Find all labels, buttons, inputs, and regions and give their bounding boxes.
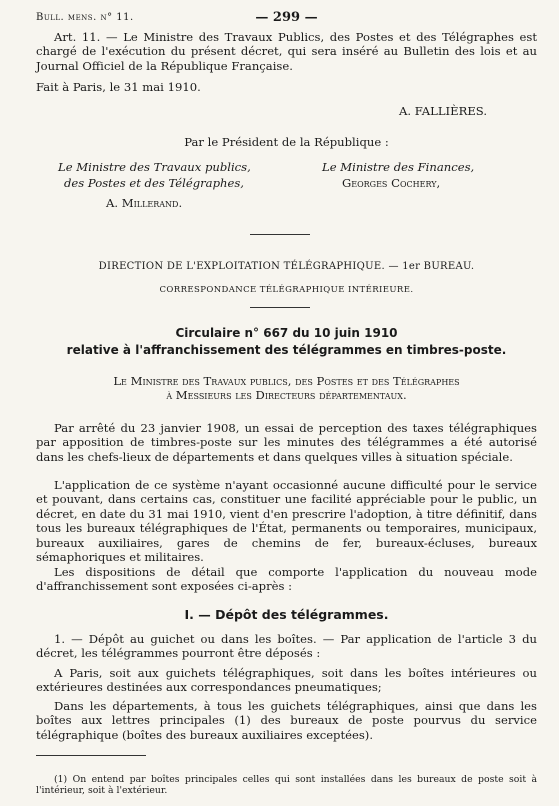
section-title: I. — Dépôt des télégrammes. bbox=[184, 607, 389, 622]
right-signature-block bbox=[322, 159, 542, 191]
circulaire-subtitle: relative à l'affranchissement des télégrammes en timbres-poste. bbox=[66, 343, 507, 357]
paragraph-3: Les dispositions de détail que comporte l'application du nouveau mode d'affranchissement sont exposées ci-après : bbox=[36, 565, 537, 594]
footnote: (1) On entend par boîtes principales celles qui sont installées dans les bureaux de poste soit à l'intérieur, soit à l'extérieur. bbox=[36, 774, 537, 797]
paragraph-2: L'application de ce système n'ayant occasionné aucune difficulté pour le service et pouvant, dans certains cas, constituer une facilité appréciable pour le public, un décret, en date du 31 mai 1910, vient d'en prescrire l'adoption, à titre définitif, dans tous les bureaux télégraphiques de l'État, permanents ou temporaires, municipaux, bureaux auxiliaires, gares de chemins de fer, bureaux-écluses, bureaux sémaphoriques et militaires. bbox=[36, 478, 537, 565]
correspondance-heading: CORRESPONDANCE TÉLÉGRAPHIQUE INTÉRIEURE. bbox=[159, 285, 414, 295]
paragraph-6: Dans les départements, à tous les guichets télégraphiques, ainsi que dans les boîtes aux lettres principales (1) des bureaux de poste pourvus du service télégraphique (boîtes des bureaux auxiliaires exceptées). bbox=[36, 699, 537, 742]
footnote-rule bbox=[36, 755, 146, 756]
page-number: — 299 — bbox=[255, 10, 318, 25]
par-le-president: Par le Président de la République : bbox=[184, 135, 389, 149]
separator-rule bbox=[250, 234, 310, 235]
circulaire-title: Circulaire n° 667 du 10 juin 1910 bbox=[175, 326, 398, 340]
page-header bbox=[36, 10, 537, 28]
left-sig-line1: Le Ministre des Travaux publics, bbox=[58, 160, 251, 174]
right-sig-name: Georges Cochery, bbox=[342, 176, 441, 190]
paragraph-5: A Paris, soit aux guichets télégraphiques, soit dans les boîtes intérieures ou extérieures destinées aux correspondances pneumatiques; bbox=[36, 666, 537, 695]
left-sig-line2: des Postes et des Télégraphes, bbox=[64, 176, 244, 190]
paragraph-4: 1. — Dépôt au guichet ou dans les boîtes. — Par application de l'article 3 du décret, les télégrammes pourront être déposés : bbox=[36, 632, 537, 661]
bulletin-reference: Bull. mens. n° 11. bbox=[36, 12, 134, 23]
from-line: Le Ministre des Travaux publics, des Postes et des Télégraphes bbox=[113, 374, 460, 388]
separator-rule-2 bbox=[250, 307, 310, 308]
article-11: Art. 11. — Le Ministre des Travaux Publics, des Postes et des Télégraphes est chargé de l'exécution du présent décret, qui sera inséré au Bulletin des lois et au Journal Officiel de la République Française. bbox=[36, 30, 537, 73]
right-sig-line1: Le Ministre des Finances, bbox=[322, 160, 475, 174]
president-signature: A. FALLIÈRES. bbox=[399, 104, 487, 118]
paragraph-1: Par arrêté du 23 janvier 1908, un essai de perception des taxes télégraphiques par apposition de timbres-poste sur les minutes des télégrammes a été autorisé dans les chefs-lieux de départements et dans quelques villes à situation spéciale. bbox=[36, 421, 537, 464]
dateline: Fait à Paris, le 31 mai 1910. bbox=[36, 80, 201, 94]
left-signature-block bbox=[58, 159, 288, 211]
left-sig-name: A. Millerand. bbox=[106, 196, 183, 210]
direction-heading: DIRECTION DE L'EXPLOITATION TÉLÉGRAPHIQUE. — 1er BUREAU. bbox=[98, 261, 475, 272]
to-line: à Messieurs les Directeurs départementaux. bbox=[166, 388, 407, 403]
